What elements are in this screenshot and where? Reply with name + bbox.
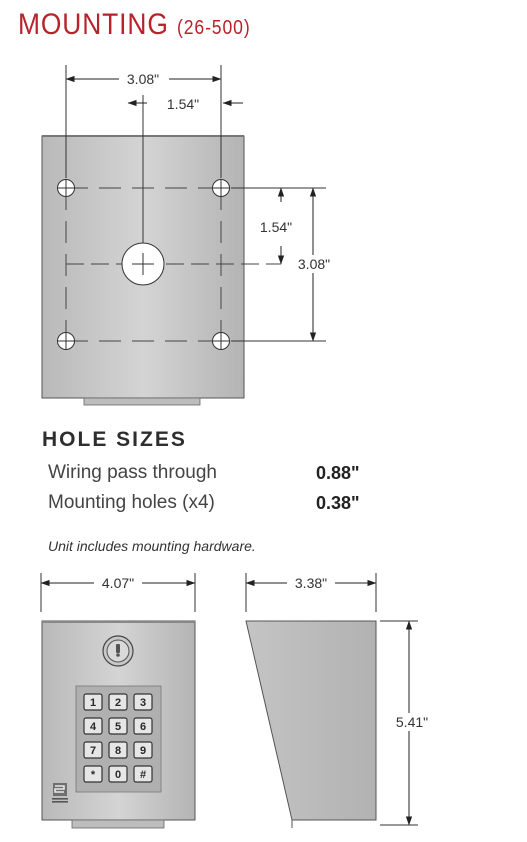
side-depth-label: 3.38" bbox=[294, 575, 328, 591]
plate-bottom-lip bbox=[84, 398, 200, 405]
mounting-hole-icon bbox=[57, 179, 75, 197]
keypad-key bbox=[134, 718, 152, 734]
svg-text:2: 2 bbox=[114, 697, 122, 709]
svg-text:4: 4 bbox=[89, 721, 97, 733]
wiring-pass-through-label: Wiring pass through bbox=[48, 462, 217, 483]
side-height-label: 5.41" bbox=[395, 714, 429, 730]
keypad-key bbox=[134, 766, 152, 782]
keypad-key bbox=[109, 742, 127, 758]
width-dimension-label: 3.08" bbox=[126, 71, 160, 87]
height-dimension-label: 3.08" bbox=[297, 256, 331, 272]
svg-text:6: 6 bbox=[139, 721, 147, 733]
keypad-key bbox=[84, 742, 102, 758]
keypad-key bbox=[134, 694, 152, 710]
model-number: (26-500) bbox=[176, 17, 251, 39]
hardware-note: Unit includes mounting hardware. bbox=[48, 538, 256, 554]
mounting-hole-icon bbox=[212, 179, 230, 197]
front-width-label: 4.07" bbox=[101, 575, 135, 591]
half-width-dimension-label: 1.54" bbox=[166, 96, 200, 112]
svg-text:9: 9 bbox=[139, 745, 147, 757]
title-text: MOUNTING bbox=[18, 8, 169, 41]
svg-text:8: 8 bbox=[114, 745, 122, 757]
side-housing bbox=[246, 621, 376, 820]
svg-text:3: 3 bbox=[139, 697, 147, 709]
mounting-holes-label: Mounting holes (x4) bbox=[48, 492, 215, 513]
svg-text:0: 0 bbox=[114, 769, 122, 781]
svg-text:#: # bbox=[139, 769, 147, 781]
mounting-plate-diagram bbox=[42, 65, 330, 405]
wiring-pass-through-value: 0.88" bbox=[316, 463, 360, 483]
keypad-key bbox=[109, 718, 127, 734]
keypad-key bbox=[109, 694, 127, 710]
keypad-front-view bbox=[41, 573, 195, 828]
keypad-bottom-lip bbox=[72, 820, 164, 828]
keypad-key bbox=[84, 694, 102, 710]
svg-text:*: * bbox=[90, 769, 96, 781]
mounting-holes-value: 0.38" bbox=[316, 493, 360, 513]
mounting-hole-icon bbox=[57, 332, 75, 350]
hole-sizes-heading: HOLE SIZES bbox=[42, 428, 187, 451]
keypad-key bbox=[109, 766, 127, 782]
keypad-key bbox=[84, 718, 102, 734]
svg-text:5: 5 bbox=[114, 721, 122, 733]
mounting-hole-icon bbox=[212, 332, 230, 350]
keypad-key bbox=[84, 766, 102, 782]
key-lock-icon bbox=[103, 636, 133, 666]
keypad-side-view bbox=[246, 573, 428, 828]
svg-text:1: 1 bbox=[89, 697, 97, 709]
keypad-key bbox=[134, 742, 152, 758]
half-height-dimension-label: 1.54" bbox=[259, 219, 293, 235]
center-crosshair-icon bbox=[122, 243, 164, 285]
svg-text:7: 7 bbox=[89, 745, 97, 757]
